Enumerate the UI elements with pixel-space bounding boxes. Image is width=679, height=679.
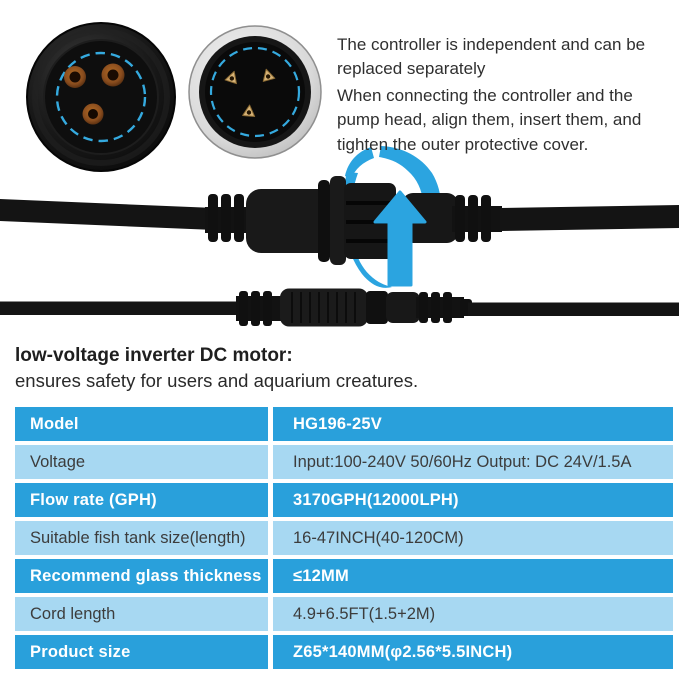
section-title: low-voltage inverter DC motor: [15,345,293,366]
spec-value: 3170GPH(12000LPH) [273,483,673,517]
table-row [15,483,673,517]
table-row [15,635,673,669]
annotation-paragraph-1 [337,33,675,82]
spec-label: Recommend glass thickness [15,559,268,593]
annotation-paragraph-2 [337,84,675,157]
annotation-line: When connecting the controller and the [337,85,633,105]
annotation-line: replaced separately [337,59,486,79]
spec-value: HG196-25V [273,407,673,441]
table-row [15,597,673,631]
table-row [15,445,673,479]
annotation-line: tighten the outer protective cover. [337,134,589,154]
male-connector-photo [189,26,321,158]
annotation-text-block [337,33,675,157]
spec-value: ≤12MM [273,559,673,593]
spec-value: 4.9+6.5FT(1.5+2M) [273,597,673,631]
spec-label: Suitable fish tank size(length) [15,521,268,555]
spec-value: Ζ65*140MM(φ2.56*5.5INCH) [273,635,673,669]
annotation-line: pump head, align them, insert them, and [337,110,642,130]
table-row [15,521,673,555]
spec-table [15,407,673,669]
female-connector-photo [27,23,175,171]
intro-section [15,345,665,393]
table-row [15,559,673,593]
pump-cable-connector-photo [0,176,679,265]
spec-label: Voltage [15,445,268,479]
annotation-line: The controller is independent and can be [337,35,646,54]
section-subtitle: ensures safety for users and aquarium creatures. [15,370,419,391]
table-row [15,407,673,441]
spec-label: Model [15,407,268,441]
controller-cable-connector-photo [0,289,679,327]
spec-value: 16-47INCH(40-120CM) [273,521,673,555]
spec-label: Product size [15,635,268,669]
spec-value: Input:100-240V 50/60Hz Output: DC 24V/1.5A [273,445,673,479]
spec-label: Cord length [15,597,268,631]
spec-label: Flow rate (GPH) [15,483,268,517]
